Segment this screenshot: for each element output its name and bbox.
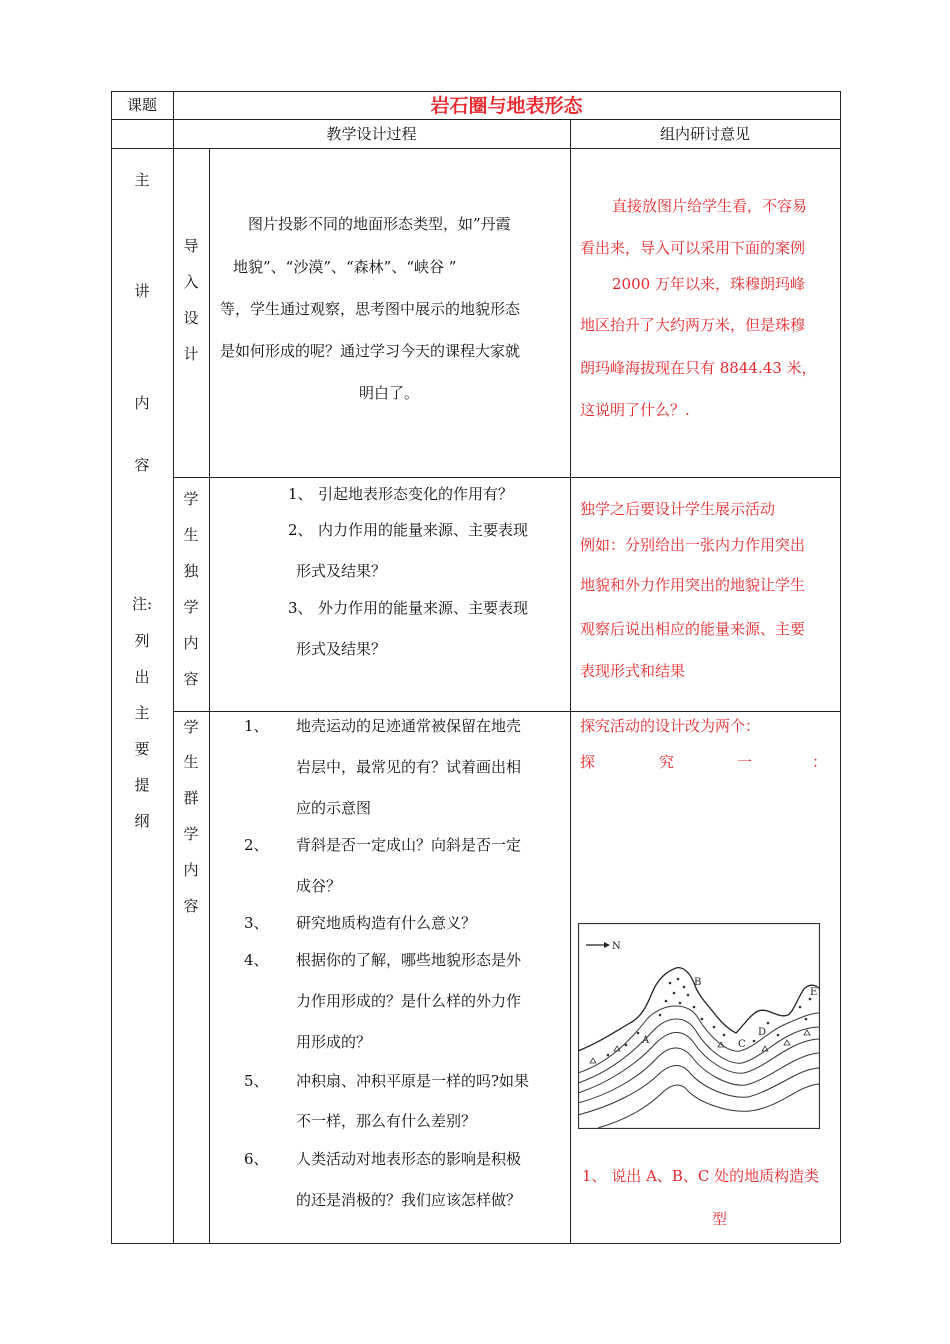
col-divider-opinion	[570, 119, 571, 1243]
point-label-b: B	[694, 977, 702, 988]
group-item-4-num: 4、	[244, 951, 269, 969]
point-label-c: C	[738, 1039, 746, 1050]
group-item-2-num: 2、	[244, 836, 269, 854]
intro-opinion-5: 朗玛峰海拔现在只有 8844.43 米，	[580, 359, 817, 377]
intro-opinion-4: 地区抬升了大约两万米，但是珠穆	[580, 316, 806, 334]
row-divider-self-study	[173, 711, 840, 712]
table-top-border	[111, 91, 840, 92]
group-item-2-line-2: 成谷？	[296, 877, 342, 895]
point-label-a: A	[642, 1035, 650, 1046]
self-item-2-num: 2、	[288, 521, 313, 539]
col-header-opinion: 组内研讨意见	[659, 125, 750, 143]
explore-char-2: 究	[659, 753, 675, 771]
group-label-4: 学	[183, 825, 199, 843]
note-char-3: 出	[134, 668, 150, 686]
group-label-3: 群	[183, 789, 199, 807]
group-item-6-line-2: 的还是消极的？我们应该怎样做？	[296, 1191, 522, 1209]
group-label-1: 学	[183, 718, 199, 736]
group-item-6-num: 6、	[244, 1150, 269, 1168]
note-char-7: 纲	[134, 812, 150, 830]
group-opinion-line-1: 探究活动的设计改为两个：	[580, 717, 761, 735]
self-opinion-1: 独学之后要设计学生展示活动	[580, 500, 776, 518]
group-item-5-line-1: 冲积扇、冲积平原是一样的吗?如果	[296, 1072, 530, 1090]
explore-char-4: ：	[812, 753, 828, 771]
intro-label-3: 设	[183, 309, 199, 327]
explore-char-1: 探	[580, 753, 596, 771]
group-item-1-num: 1、	[244, 717, 269, 735]
intro-line-2: 地貌”、“沙漠”、“森林”、“峡谷 ”	[233, 258, 457, 276]
self-item-3-line-1: 外力作用的能量来源、主要表现	[318, 599, 529, 617]
col-divider-label	[209, 148, 210, 1243]
self-item-3-line-2: 形式及结果？	[296, 640, 387, 658]
self-opinion-2: 例如：分别给出一张内力作用突出	[580, 536, 806, 554]
note-char-2: 列	[134, 632, 150, 650]
explore-char-3: 一	[737, 753, 753, 771]
note-char-5: 要	[134, 740, 150, 758]
group-item-2-line-1: 背斜是否一定成山？向斜是否一定	[296, 836, 522, 854]
left-char-1: 主	[134, 171, 150, 189]
self-opinion-4: 观察后说出相应的能量来源、主要	[580, 620, 806, 638]
point-label-e: E	[810, 987, 818, 998]
geology-cross-section-figure	[578, 923, 820, 1129]
self-opinion-5: 表现形式和结果	[580, 662, 686, 680]
intro-opinion-1: 直接放图片给学生看，不容易	[612, 197, 808, 215]
group-item-4-line-3: 用形成的？	[296, 1033, 372, 1051]
topic-label: 课题	[126, 96, 157, 114]
intro-opinion-3: 2000 万年以来，珠穆朗玛峰	[612, 275, 805, 293]
group-label-2: 生	[183, 753, 199, 771]
self-item-3-num: 3、	[288, 599, 313, 617]
self-item-2-line-2: 形式及结果？	[296, 562, 387, 580]
self-item-1-num: 1、	[288, 485, 313, 503]
group-item-5-num: 5、	[244, 1072, 269, 1090]
group-label-6: 容	[183, 897, 199, 915]
group-item-6-line-1: 人类活动对地表形态的影响是积极	[296, 1150, 522, 1168]
self-item-2-line-1: 内力作用的能量来源、主要表现	[318, 521, 529, 539]
self-label-1: 学	[183, 490, 199, 508]
note-char-4: 主	[134, 704, 150, 722]
intro-line-5: 明白了。	[359, 384, 420, 402]
row-divider-intro	[173, 477, 840, 478]
self-label-5: 内	[183, 634, 199, 652]
intro-label-1: 导	[183, 237, 199, 255]
self-label-6: 容	[183, 670, 199, 688]
intro-line-4: 是如何形成的呢？通过学习今天的课程大家就	[220, 342, 521, 360]
group-item-3-line-1: 研究地质构造有什么意义？	[296, 914, 477, 932]
col-header-design: 教学设计过程	[326, 125, 417, 143]
left-char-2: 讲	[134, 282, 150, 300]
table-left-border	[111, 91, 112, 1243]
left-char-4: 容	[134, 456, 150, 474]
intro-opinion-6: 这说明了什么？.	[580, 401, 690, 419]
group-item-4-line-1: 根据你的了解，哪些地貌形态是外	[296, 951, 522, 969]
figure-question-line-1: 1、 说出 A、B、C 处的地质构造类	[582, 1167, 820, 1185]
figure-question-line-2: 型	[712, 1210, 728, 1228]
self-item-1-line-1: 引起地表形态变化的作用有？	[318, 485, 514, 503]
group-label-5: 内	[183, 861, 199, 879]
page-title: 岩石圈与地表形态	[430, 95, 583, 117]
group-item-3-num: 3、	[244, 914, 269, 932]
left-char-3: 内	[134, 394, 150, 412]
group-item-4-line-2: 力作用形成的？是什么样的外力作	[296, 992, 522, 1010]
row-divider-header	[111, 148, 840, 149]
note-char-1: 注:	[131, 595, 153, 613]
self-label-2: 生	[183, 526, 199, 544]
col-divider-left	[173, 91, 174, 1243]
intro-label-4: 计	[183, 345, 199, 363]
intro-line-3: 等，学生通过观察，思考图中展示的地貌形态	[220, 300, 521, 318]
table-bottom-border	[111, 1243, 840, 1244]
group-item-5-line-2: 不一样，那么有什么差别？	[296, 1112, 477, 1130]
intro-opinion-2: 看出来，导入可以采用下面的案例	[580, 239, 806, 257]
row-divider-title	[111, 119, 840, 120]
group-item-1-line-1: 地壳运动的足迹通常被保留在地壳	[296, 717, 522, 735]
north-label: N	[612, 941, 621, 952]
group-item-1-line-2: 岩层中，最常见的有？试着画出相	[296, 758, 522, 776]
self-label-4: 学	[183, 598, 199, 616]
intro-line-1: 图片投影不同的地面形态类型，如”丹霞	[248, 215, 511, 233]
table-right-border	[840, 91, 841, 1243]
intro-label-2: 入	[183, 273, 199, 291]
self-opinion-3: 地貌和外力作用突出的地貌让学生	[580, 576, 806, 594]
group-item-1-line-3: 应的示意图	[296, 799, 372, 817]
point-label-d: D	[758, 1027, 767, 1038]
self-label-3: 独	[183, 562, 199, 580]
note-char-6: 提	[134, 776, 150, 794]
